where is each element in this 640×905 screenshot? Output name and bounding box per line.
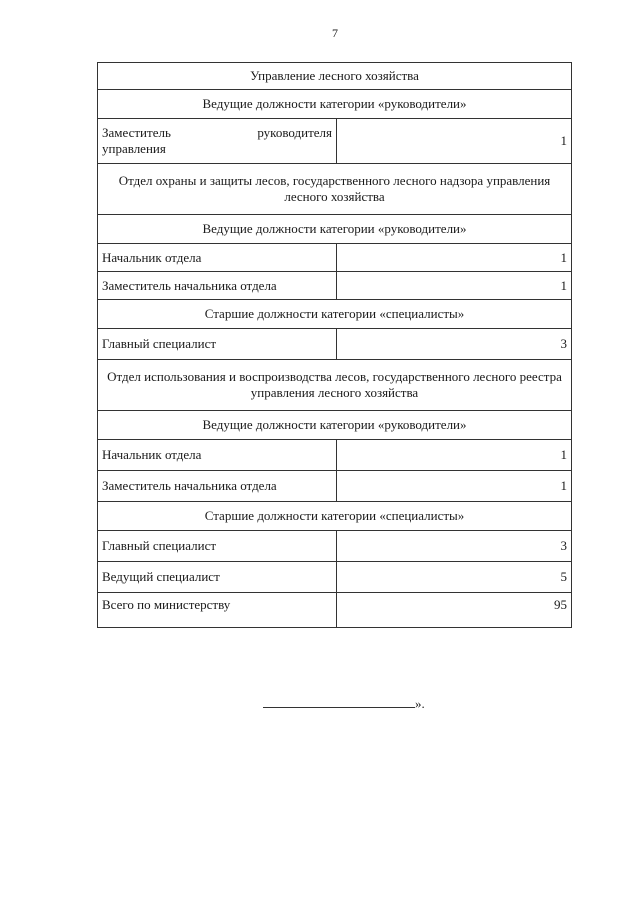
position-count: 3 [337,329,572,360]
position-label-part: руководителя [257,125,332,140]
section-heading: Отдел охраны и защиты лесов, государственного лесного надзора управления лесного хозяйства [98,164,572,215]
closing-line [263,695,425,712]
category-heading: Ведущие должности категории «руководители» [98,215,572,244]
total-count: 95 [337,593,572,628]
category-row [98,502,572,531]
position-count: 1 [337,440,572,471]
position-row [98,329,572,360]
position-label: Начальник отдела [98,440,337,471]
position-row [98,562,572,593]
position-label [98,119,337,164]
staffing-table [97,62,572,628]
position-label-part: Заместитель [102,125,171,140]
section-heading: Отдел использования и воспроизводства лесов, государственного лесного реестра управления лесного хозяйства [98,360,572,411]
category-row [98,411,572,440]
position-label: Ведущий специалист [98,562,337,593]
position-row [98,244,572,272]
page-number: 7 [332,26,338,40]
closing-quote: ». [415,696,425,711]
position-count: 3 [337,531,572,562]
position-count: 1 [337,244,572,272]
section-row [98,63,572,90]
position-label: Главный специалист [98,531,337,562]
position-count: 1 [337,471,572,502]
position-row [98,440,572,471]
signature-blank [263,695,415,708]
position-label: Начальник отдела [98,244,337,272]
position-label: Заместитель начальника отдела [98,272,337,300]
position-label-part: управления [102,141,166,156]
position-label: Главный специалист [98,329,337,360]
position-count: 5 [337,562,572,593]
position-count: 1 [337,119,572,164]
category-heading: Старшие должности категории «специалисты» [98,502,572,531]
category-heading: Старшие должности категории «специалисты» [98,300,572,329]
category-heading: Ведущие должности категории «руководители» [98,90,572,119]
total-label: Всего по министерству [98,593,337,628]
category-heading: Ведущие должности категории «руководители» [98,411,572,440]
position-count: 1 [337,272,572,300]
position-row [98,471,572,502]
category-row [98,90,572,119]
total-row [98,593,572,628]
section-heading: Управление лесного хозяйства [98,63,572,90]
section-row [98,360,572,411]
category-row [98,215,572,244]
position-row [98,119,572,164]
position-row [98,272,572,300]
category-row [98,300,572,329]
position-label: Заместитель начальника отдела [98,471,337,502]
section-row [98,164,572,215]
position-row [98,531,572,562]
